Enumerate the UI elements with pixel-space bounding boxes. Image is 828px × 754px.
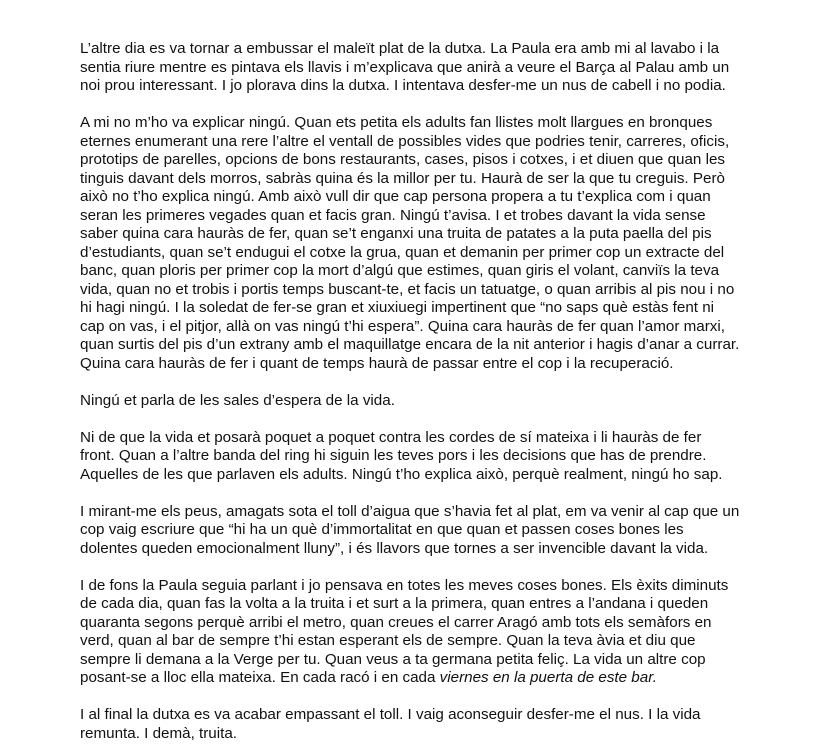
text-line: sentia riure mentre es pintava els llavis i m’explicava que anirà a veure el Barça al Palau amb un — [80, 58, 730, 76]
text-line: vida, quan no et trobis i portis temps buscant-te, et facis un tatuatge, o quan arribis al pis nou i no — [80, 280, 735, 298]
text-line: cap on vas, i el pitjor, allà on vas ningú t’hi espera”. Quina cara hauràs de fer quan l’amor marxi, — [80, 317, 725, 335]
italic-phrase: viernes en la puerta de este bar. — [439, 669, 657, 686]
text-line: seran les primeres vegades quan et facis gran. Ningú t’avisa. I et trobes davant la vida sense — [80, 206, 706, 224]
text-line: sempre li demana a la Verge per tu. Quan veus a ta germana petita feliç. La vida un altre cop — [80, 650, 706, 668]
text-line: quaranta segons perquè arribi el metro, quan creues el carrer Aragó amb tots els semàfors en — [80, 613, 712, 631]
text-line — [80, 669, 760, 688]
text-line: quan surtis del pis d’un extrany amb el maquillatge encara de la nit anterior i hagis d’anar a currar. — [80, 336, 740, 353]
paragraph-7 — [80, 706, 760, 743]
text-line: remunta. I demà, truita. — [80, 724, 238, 742]
paragraph-2 — [80, 114, 760, 373]
text-line: I de fons la Paula seguia parlant i jo pensava en totes les meves coses bones. Els èxits diminuts — [80, 576, 729, 594]
text-line: I mirant-me els peus, amagats sota el toll d’aigua que s’havia fet al plat, em va venir al cap que un — [80, 502, 740, 520]
text-line: banc, quan ploris per primer cop la mort d’algú que estimes, quan giris el volant, canviïs la teva — [80, 262, 720, 279]
text-line: Quina cara hauràs de fer i quant de temps haurà de passar entre el cop i la recuperació. — [80, 354, 674, 372]
text-line: saber quina cara hauràs de fer, quan se’t enganxi una truita de patates a la puta paella del pis — [80, 225, 712, 242]
text-line: Aquelles de les que parlaven els adults. Ningú t’ho explica això, perquè realment, ningú ho sap. — [80, 465, 723, 483]
text-line: A mi no m’ho va explicar ningú. Quan ets petita els adults fan llistes molt llargues en bronques — [80, 114, 713, 131]
text-line: això no t’ho explica ningú. Amb això vull dir que cap persona propera a tu t’explica com i quan — [80, 188, 711, 205]
text-line: eternes enumerant una rere l’altre el ventall de possibles vides que podries tenir, carreres, oficis, — [80, 132, 730, 150]
text-line: Ningú et parla de les sales d’espera de la vida. — [80, 391, 395, 409]
paragraph-4 — [80, 429, 760, 485]
paragraph-3 — [80, 392, 760, 411]
text-line: verd, quan al bar de sempre t’hi estan esperant els de sempre. Quan la teva àvia et diu que — [80, 632, 696, 649]
text-line: hi hagi ningú. I la soledat de fer-se gran et xiuxiuegi impertinent que “no saps què estàs fent ni — [80, 299, 715, 316]
text-line: Ni de que la vida et posarà poquet a poquet contra les cordes de sí mateixa i li hauràs de fer — [80, 428, 702, 446]
text-line: noi prou interessant. I jo plorava dins la dutxa. I intentava desfer-me un nus de cabell i no podia. — [80, 77, 726, 94]
document-body — [80, 40, 760, 743]
text-line: d’estudiants, quan se’t endugui el cotxe la grua, quan et demanin per primer cop un extracte del — [80, 243, 725, 261]
text-line: I al final la dutxa es va acabar empassant el toll. I vaig aconseguir desfer-me el nus. I la vida — [80, 706, 701, 723]
text-line: dolentes queden emocionalment lluny”, i és llavors que tornes a ser invencible davant la vida. — [80, 539, 709, 557]
paragraph-6 — [80, 577, 760, 688]
text-line: L’altre dia es va tornar a embussar el maleït plat de la dutxa. La Paula era amb mi al lavabo i la — [80, 40, 720, 57]
text-segment: posant-se a lloc ella mateixa. En cada racó i en cada — [80, 669, 440, 686]
text-line: front. Quan a l’altre banda del ring hi siguin les teves pors i les decisions que has de prendre. — [80, 447, 707, 464]
paragraph-5 — [80, 503, 760, 559]
paragraph-1 — [80, 40, 760, 96]
text-line: de cada dia, quan fas la volta a la truita i et surt a la primera, quan entres a l’andana i queden — [80, 595, 709, 612]
text-line: cop vaig escriure que “hi ha un què d’immortalitat en que quan et passen coses bones les — [80, 521, 684, 538]
text-line: prototips de parelles, opcions de bons restaurants, cases, pisos i cotxes, i et diuen que quan les — [80, 151, 726, 168]
text-line: tinguis davant dels morros, sabràs quina és la millor per tu. Haurà de ser la que tu creguis. Però — [80, 169, 725, 187]
